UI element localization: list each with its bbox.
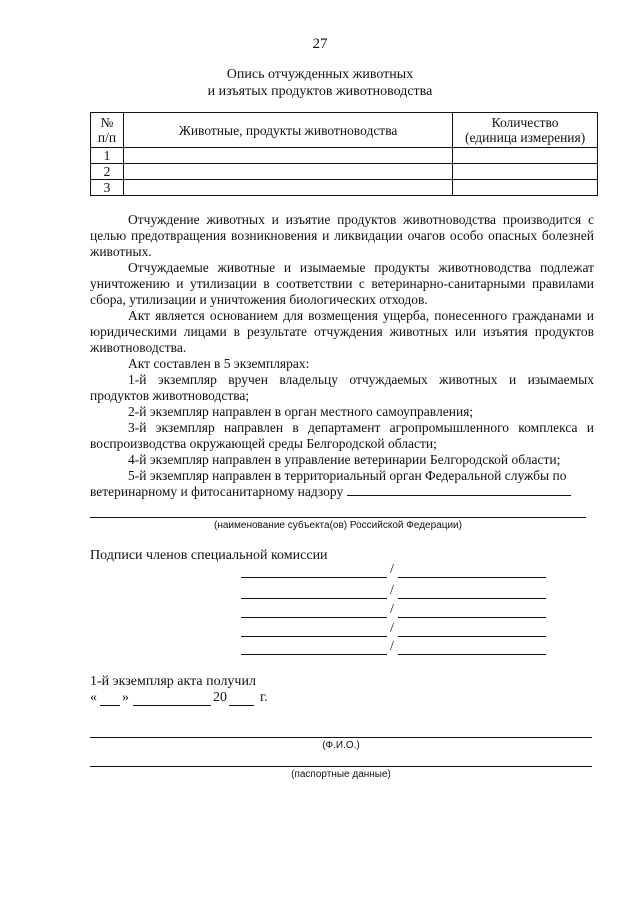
signature-line[interactable] — [241, 654, 387, 655]
paragraph: 1-й экземпляр вручен владельцу отчуждаемых животных и изымаемых продуктов животноводства; — [90, 372, 594, 403]
date-close-quote: » — [122, 690, 129, 705]
supervision-body-field[interactable] — [347, 485, 571, 496]
row-number: 2 — [91, 164, 124, 180]
signature-separator: / — [390, 639, 394, 654]
signature-separator: / — [390, 602, 394, 617]
row-number: 1 — [91, 148, 124, 164]
date-year-prefix: 20 — [213, 690, 227, 705]
page-number: 27 — [312, 36, 328, 52]
date-year-suffix: г. — [260, 690, 268, 705]
subject-name-line[interactable] — [90, 517, 586, 518]
paragraph: 4-й экземпляр направлен в управление ветеринарии Белгородской области; — [128, 452, 561, 467]
signature-name-line[interactable] — [398, 617, 546, 618]
title-line-1: Опись отчужденных животных — [226, 67, 414, 82]
row-quantity-cell[interactable] — [453, 180, 598, 196]
row-item-cell[interactable] — [123, 164, 452, 180]
paragraph: 3-й экземпляр направлен в департамент агропромышленного комплекса и воспроизводства окружающей среды Белгородской области; — [90, 420, 594, 451]
row-quantity-cell[interactable] — [453, 148, 598, 164]
inventory-table — [90, 112, 598, 196]
fio-caption: (Ф.И.О.) — [322, 740, 360, 751]
table-row — [91, 164, 598, 180]
signature-line[interactable] — [241, 636, 387, 637]
signature-name-line[interactable] — [398, 598, 546, 599]
signature-name-line[interactable] — [398, 577, 546, 578]
paragraph: Отчуждение животных и изъятие продуктов животноводства производится с целью предотвращения возникновения и ликвидации очагов особо опасных болезней животных. — [90, 212, 594, 259]
row-item-cell[interactable] — [123, 148, 452, 164]
paragraph: 5-й экземпляр направлен в территориальный орган Федеральной службы по ветеринарному и фитосанитарному надзору — [90, 468, 594, 500]
col-number-header: № п/п — [91, 113, 124, 148]
table-row — [91, 180, 598, 196]
paragraph: Акт составлен в 5 экземплярах: — [128, 356, 310, 371]
signature-line[interactable] — [241, 598, 387, 599]
row-quantity-cell[interactable] — [453, 164, 598, 180]
title-line-2: и изъятых продуктов животноводства — [207, 84, 433, 99]
paragraph: Акт является основанием для возмещения ущерба, понесенного гражданами и юридическими лицами в результате отчуждения животных или изъятия продуктов животноводства. — [90, 308, 594, 355]
subject-caption: (наименование субъекта(ов) Российской Федерации) — [214, 520, 462, 531]
table-header-row — [91, 113, 598, 148]
table-row — [91, 148, 598, 164]
row-item-cell[interactable] — [123, 180, 452, 196]
date-month-field[interactable] — [133, 705, 211, 706]
col-quantity-header: Количество (единица измерения) — [453, 113, 598, 148]
signatures-heading: Подписи членов специальной комиссии — [90, 548, 328, 563]
passport-line[interactable] — [90, 766, 592, 767]
row-number: 3 — [91, 180, 124, 196]
signature-name-line[interactable] — [398, 654, 546, 655]
signature-separator: / — [390, 583, 394, 598]
fio-line[interactable] — [90, 737, 592, 738]
body-text — [90, 212, 594, 500]
signature-line[interactable] — [241, 577, 387, 578]
received-label: 1-й экземпляр акта получил — [90, 674, 256, 689]
document-title — [0, 66, 640, 100]
signature-line[interactable] — [241, 617, 387, 618]
date-day-field[interactable] — [100, 705, 120, 706]
signature-separator: / — [390, 562, 394, 577]
signature-name-line[interactable] — [398, 636, 546, 637]
date-open-quote: « — [90, 690, 97, 705]
passport-caption: (паспортные данные) — [291, 769, 391, 780]
col-items-header: Животные, продукты животноводства — [123, 113, 452, 148]
paragraph: 2-й экземпляр направлен в орган местного самоуправления; — [128, 404, 474, 419]
date-year-field[interactable] — [229, 705, 254, 706]
signature-separator: / — [390, 621, 394, 636]
paragraph: Отчуждаемые животные и изымаемые продукты животноводства подлежат уничтожению и утилизации в соответствии с ветеринарно-санитарными правилами сбора, утилизации и уничтожения биологических отходов. — [90, 260, 594, 307]
